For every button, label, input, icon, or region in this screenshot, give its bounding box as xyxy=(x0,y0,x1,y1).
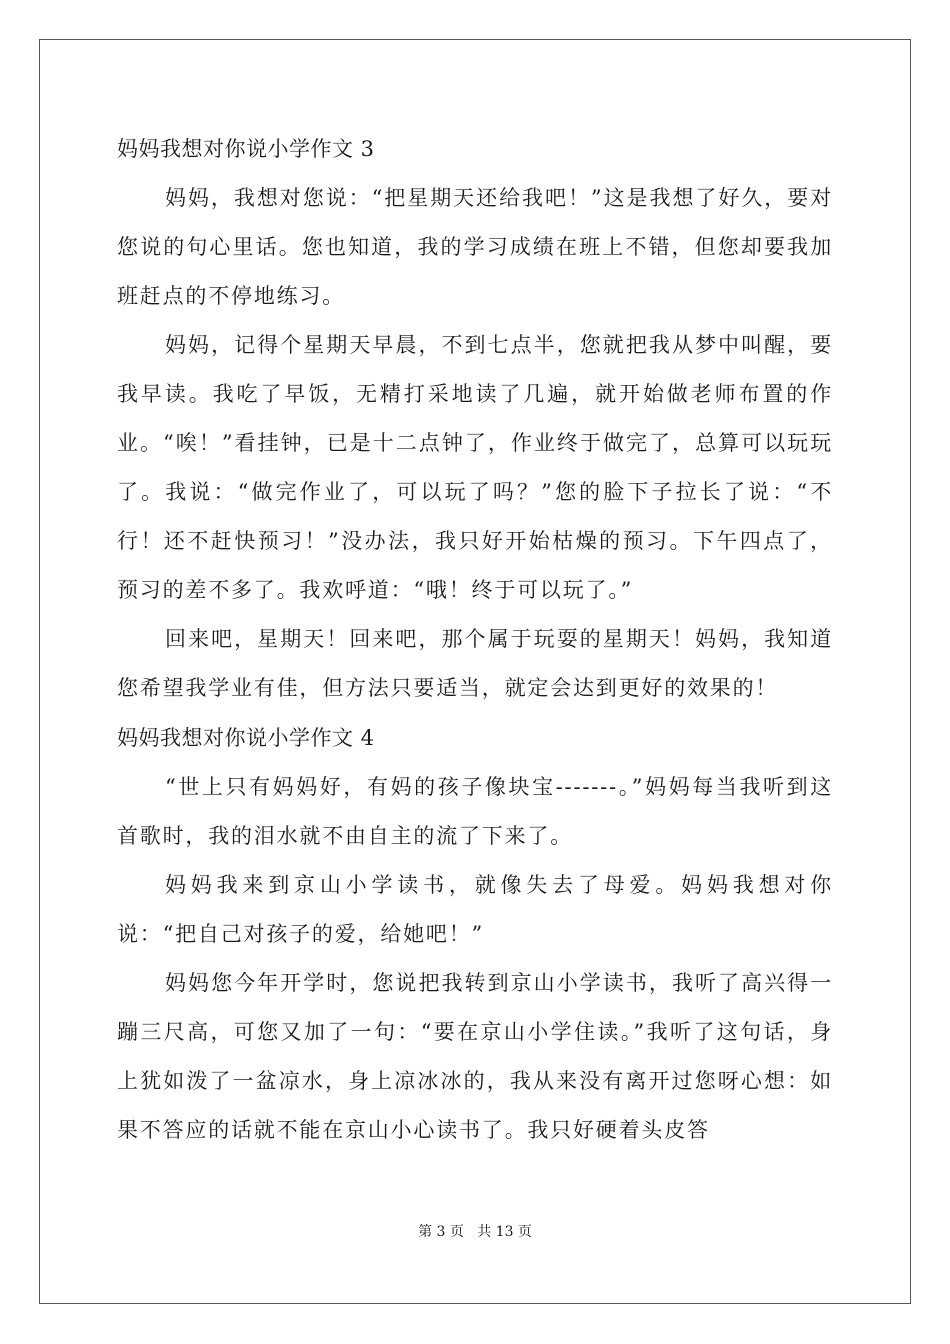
paragraph: 回来吧，星期天！回来吧，那个属于玩耍的星期天！妈妈，我知道您希望我学业有佳，但方法只要适当，就定会达到更好的效果的！ xyxy=(117,627,833,700)
document-body xyxy=(117,124,833,1155)
section-heading-4: 妈妈我想对你说小学作文 4 xyxy=(117,726,375,750)
paragraph: “世上只有妈妈好，有妈的孩子像块宝-------。”妈妈每当我听到这首歌时，我的泪水就不由自主的流了下来了。 xyxy=(117,775,833,848)
paragraph: 妈妈，记得个星期天早晨，不到七点半，您就把我从梦中叫醒，要我早读。我吃了早饭，无精打采地读了几遍，就开始做老师布置的作业。“唉！”看挂钟，已是十二点钟了，作业终于做完了，总算可以玩玩了。我说：“做完作业了，可以玩了吗？”您的脸下子拉长了说：“不行！还不赶快预习！”没办法，我只好开始枯燥的预习。下午四点了，预习的差不多了。我欢呼道：“哦！终于可以玩了。” xyxy=(117,333,833,602)
paragraph: 妈妈您今年开学时，您说把我转到京山小学读书，我听了高兴得一蹦三尺高，可您又加了一句：“要在京山小学住读。”我听了这句话，身上犹如泼了一盆凉水，身上凉冰冰的，我从来没有离开过您呀心想：如果不答应的话就不能在京山小心读书了。我只好硬着头皮答 xyxy=(117,971,833,1142)
paragraph: 妈妈，我想对您说：“把星期天还给我吧！”这是我想了好久，要对您说的句心里话。您也知道，我的学习成绩在班上不错，但您却要我加班赶点的不停地练习。 xyxy=(117,186,833,308)
page-number-footer: 第 3 页 共 13 页 xyxy=(418,1224,532,1240)
paragraph: 妈妈我来到京山小学读书，就像失去了母爱。妈妈我想对你说：“把自己对孩子的爱，给她吧！” xyxy=(117,873,833,946)
section-heading-3: 妈妈我想对你说小学作文 3 xyxy=(117,137,375,161)
